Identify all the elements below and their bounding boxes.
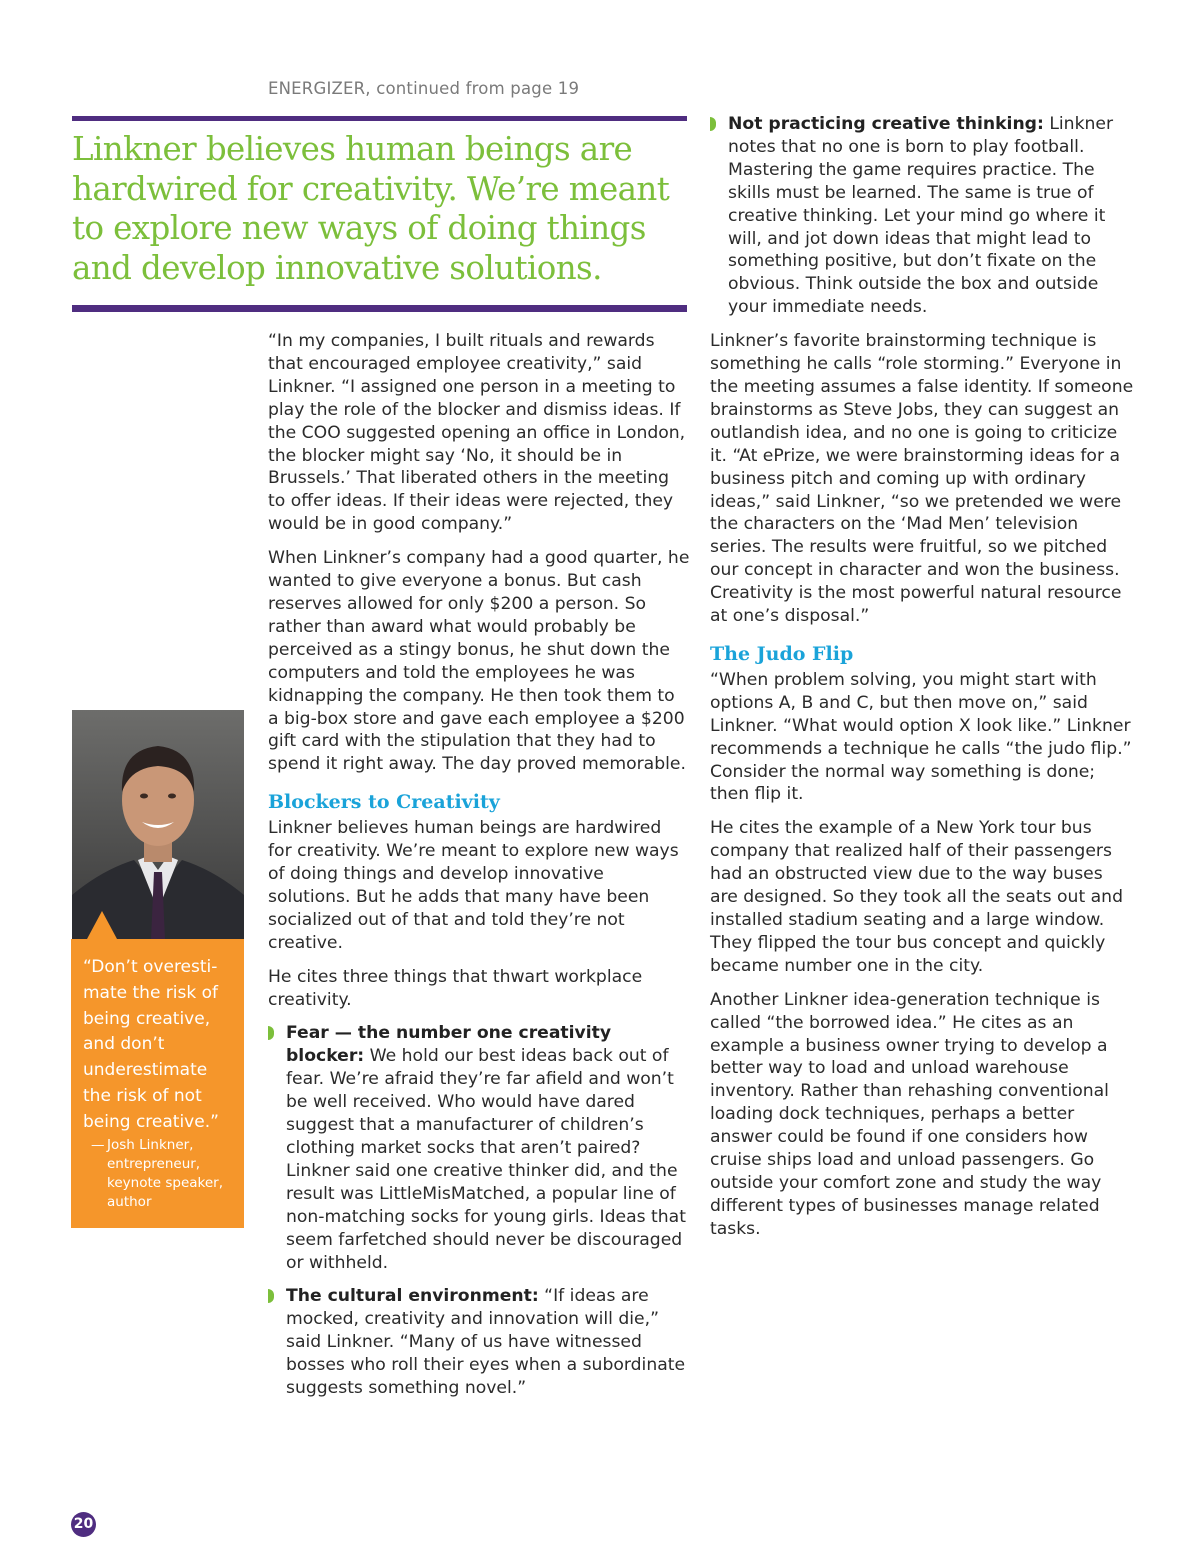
quote-callout-box	[71, 939, 244, 1228]
bullet-icon	[268, 1026, 274, 1040]
attribution-name: Josh Linkner, entrepreneur, keynote speaker, author	[107, 1137, 224, 1210]
pullquote-bottom-rule	[72, 305, 687, 312]
callout-pointer	[87, 911, 117, 939]
paragraph: He cites three things that thwart workplace creativity.	[268, 966, 643, 1010]
paragraph: When Linkner’s company had a good quarter, he wanted to give everyone a bonus. But cash reserves allowed for only $200 a person. So rather than award what would probably be perceived as a stingy bonus, he shut down the computers and told the employees he was kidnapping the company. He then took them to a big-box store and gave each employee a $200 gift card with the stipulation that they had to spend it right away. The day proved memorable.	[268, 548, 690, 775]
article-column-1	[268, 330, 690, 1411]
bullet-item	[710, 113, 1135, 319]
callout-quote-text: “Don’t overesti-mate the risk of being creative, and don’t underestimate the risk of not being creative.”	[83, 957, 219, 1132]
pullquote: Linkner believes human beings are hardwired for creativity. We’re meant to explore new ways of doing things and develop innovative solutions.	[72, 130, 670, 287]
section-heading-blockers: Blockers to Creativity	[268, 791, 500, 814]
pullquote-top-rule	[72, 116, 687, 121]
bullet-title: Fear — the number one creativity blocker:	[286, 1023, 612, 1067]
paragraph: “In my companies, I built rituals and rewards that encouraged employee creativity,” said Linkner. “I assigned one person in a meeting to play the role of the blocker and dismiss ideas. If the COO suggested opening an office in London, the blocker might say ‘No, it should be in Brussels.’ That liberated others in the meeting to offer ideas. If their ideas were rejected, they would be in good company.”	[268, 331, 686, 535]
bullet-title: Not practicing creative thinking:	[728, 114, 1044, 134]
bullet-item	[268, 1285, 690, 1400]
bullet-text: We hold our best ideas back out of fear. We’re afraid they’re far afield and won’t be well received. Who would have dared suggest that a manufacturer of children’s clothing market socks that aren’t paired? Linkner said one creative thinker did, and the result was LittleMisMatched, a popular line of non-matching socks for young girls. Ideas that seem farfetched should never be discouraged or withheld.	[286, 1046, 686, 1273]
bullet-text: Linkner notes that no one is born to play football. Mastering the game requires practice. The skills must be learned. The same is true of creative thinking. Let your mind go where it will, and jot down ideas that might lead to something positive, but don’t fixate on the obvious. Think outside the box and outside your immediate needs.	[728, 114, 1114, 318]
section-heading-judo-flip: The Judo Flip	[710, 642, 854, 665]
bullet-icon	[710, 117, 716, 131]
callout-attribution	[91, 1136, 241, 1212]
bullet-icon	[268, 1289, 274, 1303]
paragraph: Linkner’s favorite brainstorming technique is something he calls “role storming.” Everyone in the meeting assumes a false identity. If someone brainstorms as Steve Jobs, they can suggest an outlandish idea, and no one is going to criticize it. “At ePrize, we were brainstorming ideas for a business pitch and coming up with ordinary ideas,” said Linkner, “so we pretended we were the characters on the ‘Mad Men’ television series. The results were fruitful, so we pitched our concept in character and won the business. Creativity is the most powerful natural resource at one’s disposal.”	[710, 331, 1134, 627]
paragraph: “When problem solving, you might start with options A, B and C, but then move on,” said Linkner. “What would option X look like.” Linkner recommends a technique he calls “the judo flip.” Consider the normal way something is done; then flip it.	[710, 669, 1132, 805]
page-number-badge: 20	[71, 1512, 96, 1537]
portrait-photo	[72, 710, 244, 940]
attribution-dash: —	[91, 1137, 105, 1153]
article-column-2	[710, 113, 1135, 1252]
paragraph: Linkner believes human beings are hardwired for creativity. We’re meant to explore new ways of doing things and develop innovative solutions. But he adds that many have been socialized out of that and told they’re not creative.	[268, 818, 679, 953]
bullet-title: The cultural environment:	[286, 1286, 539, 1307]
paragraph: He cites the example of a New York tour bus company that realized half of their passengers had an obstructed view due to the way buses are designed. So they took all the seats out and installed stadium seating and a large window. They flipped the tour bus concept and quickly became number one in the city.	[710, 818, 1123, 976]
paragraph: Another Linkner idea-generation technique is called “the borrowed idea.” He cites as an example a business owner trying to develop a better way to load and unload warehouse inventory. Rather than rehashing conventional loading dock techniques, perhaps a better answer could be found if one considers how cruise ships load and unload passengers. Go outside your comfort zone and study the way different types of businesses manage related tasks.	[710, 989, 1109, 1239]
continued-from-line: ENERGIZER, continued from page 19	[268, 79, 580, 98]
bullet-item	[268, 1022, 690, 1274]
bullet-text: “If ideas are mocked, creativity and innovation will die,” said Linkner. “Many of us have witnessed bosses who roll their eyes when a subordinate suggests something novel.”	[286, 1286, 686, 1399]
